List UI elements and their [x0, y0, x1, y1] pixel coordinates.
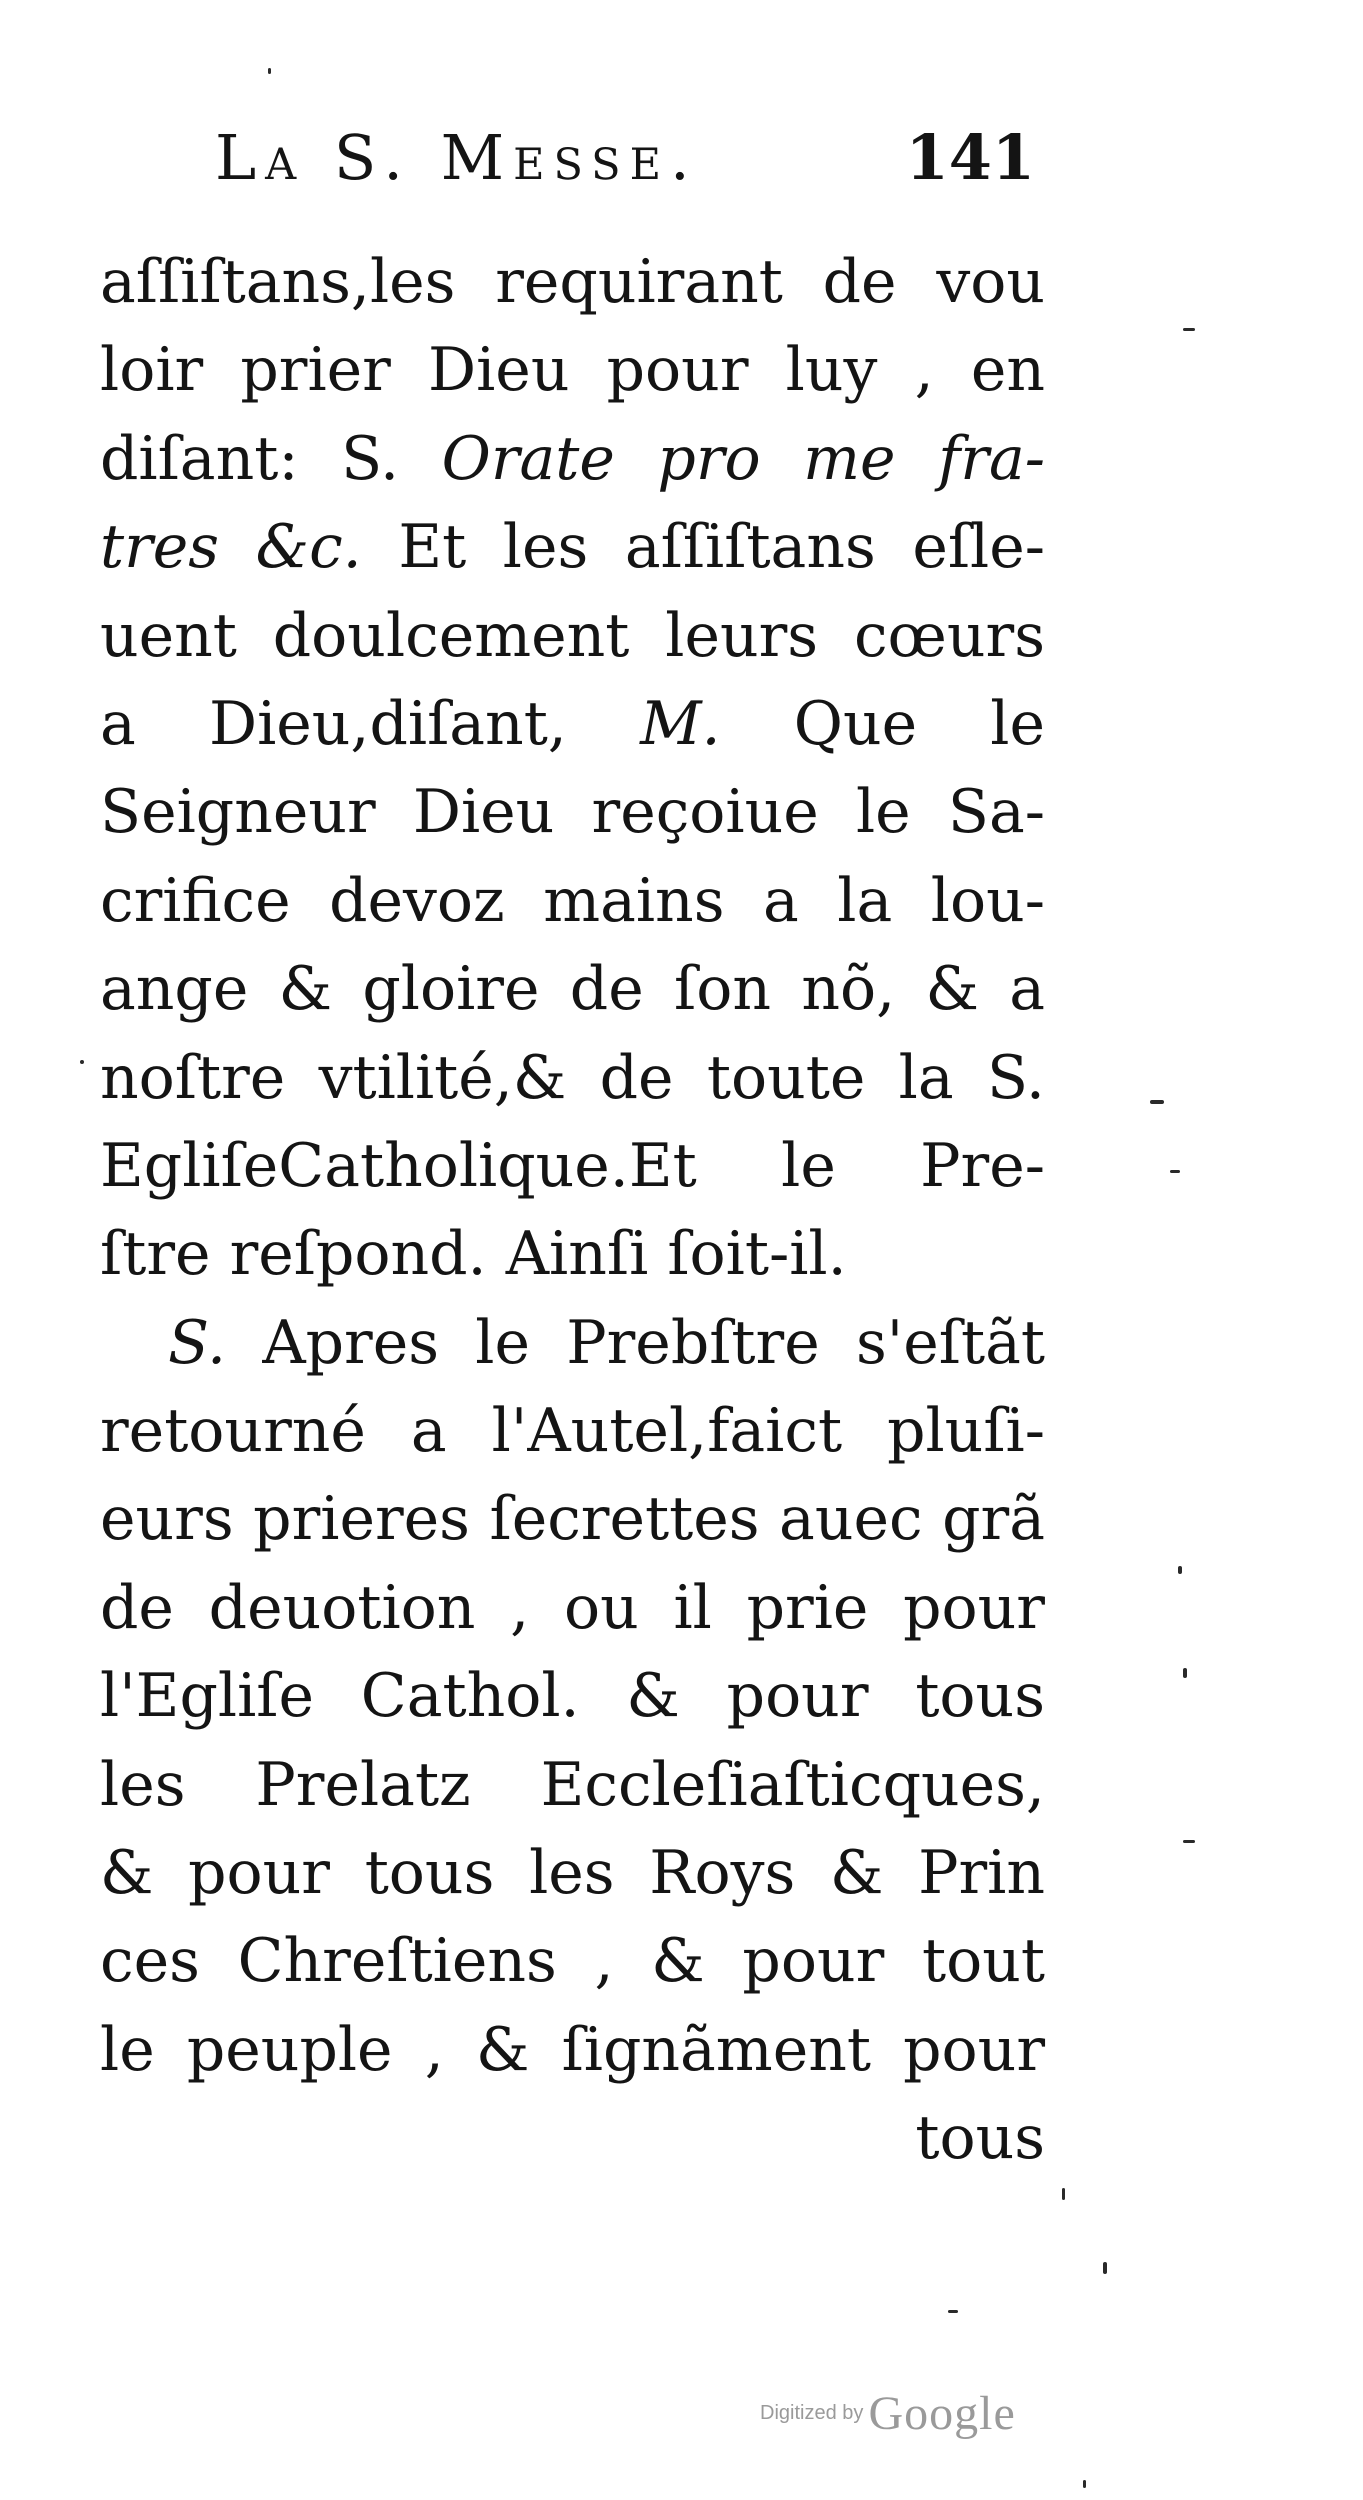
text-line: & pour tous les Roys & Prin	[100, 1838, 1045, 1909]
text-line	[100, 503, 1045, 591]
ink-speck	[268, 68, 271, 74]
text-line: ſtre reſpond. Ainſi ſoit-il.	[100, 1219, 847, 1290]
google-logo: Google	[868, 2387, 1016, 2440]
text-line: ces Chreſtiens , & pour tout	[100, 1926, 1045, 1997]
ink-speck	[1170, 1170, 1180, 1173]
ink-speck	[1103, 2262, 1107, 2274]
running-header	[215, 118, 1035, 198]
ink-speck	[1150, 1100, 1164, 1104]
catchword: tous	[915, 2103, 1045, 2174]
text-line: ange & gloire de ſon nõ, & a	[100, 954, 1045, 1025]
text-segment: Apres le Prebſtre s'eſtãt	[262, 1307, 1045, 1378]
text-line	[100, 680, 1045, 768]
text-line: loir prier Dieu pour luy , en	[100, 335, 1045, 406]
text-segment: a Dieu,diſant,	[100, 688, 567, 759]
text-line: retourné a l'Autel,faict pluſi-	[100, 1396, 1045, 1467]
text-line	[100, 1299, 1045, 1387]
speaker-sigil: M.	[640, 688, 721, 759]
ink-speck	[80, 1060, 84, 1064]
text-segment: Que le	[793, 688, 1046, 759]
running-title: La S. Messe.	[215, 121, 699, 194]
ink-speck	[948, 2310, 958, 2313]
ink-speck	[1183, 1668, 1187, 1678]
latin-phrase: Orate pro me fra-	[441, 423, 1046, 494]
ink-speck	[1183, 1840, 1195, 1843]
body-text	[100, 238, 1045, 2183]
ink-speck	[1178, 1566, 1182, 1574]
digitized-watermark	[760, 2386, 1016, 2446]
text-line: aſſiſtans,les requirant de vou	[100, 247, 1045, 317]
ink-speck	[1062, 2188, 1065, 2200]
text-line: EgliſeCatholique.Et le Pre-	[100, 1130, 1045, 1201]
text-line: l'Egliſe Cathol. & pour tous	[100, 1661, 1045, 1732]
speaker-sigil: S.	[168, 1307, 227, 1378]
page-number: 141	[905, 121, 1035, 194]
text-line: le peuple , & ſignãment pour	[100, 2014, 1045, 2085]
text-line: de deuotion , ou il prie pour	[100, 1572, 1045, 1643]
text-line: uent doulcement leurs cœurs	[100, 600, 1045, 671]
digitized-label: Digitized by	[760, 2402, 864, 2424]
text-segment: diſant:	[100, 423, 299, 494]
latin-phrase: tres &c.	[100, 512, 362, 583]
ink-speck	[1083, 2480, 1086, 2488]
text-line	[100, 415, 1045, 503]
text-line: noſtre vtilité,& de toute la S.	[100, 1042, 1045, 1113]
speaker-sigil: S.	[341, 423, 400, 494]
text-segment: Et les aſſiſtans eſle-	[398, 512, 1046, 583]
text-line: Seigneur Dieu reçoiue le Sa-	[100, 777, 1045, 848]
text-line: crifice devoz mains a la lou-	[100, 865, 1045, 936]
ink-speck	[1183, 328, 1195, 331]
text-line: eurs prieres ſecrettes auec grã	[100, 1484, 1045, 1555]
text-line: les Prelatz Eccleſiaſticques,	[100, 1749, 1045, 1820]
